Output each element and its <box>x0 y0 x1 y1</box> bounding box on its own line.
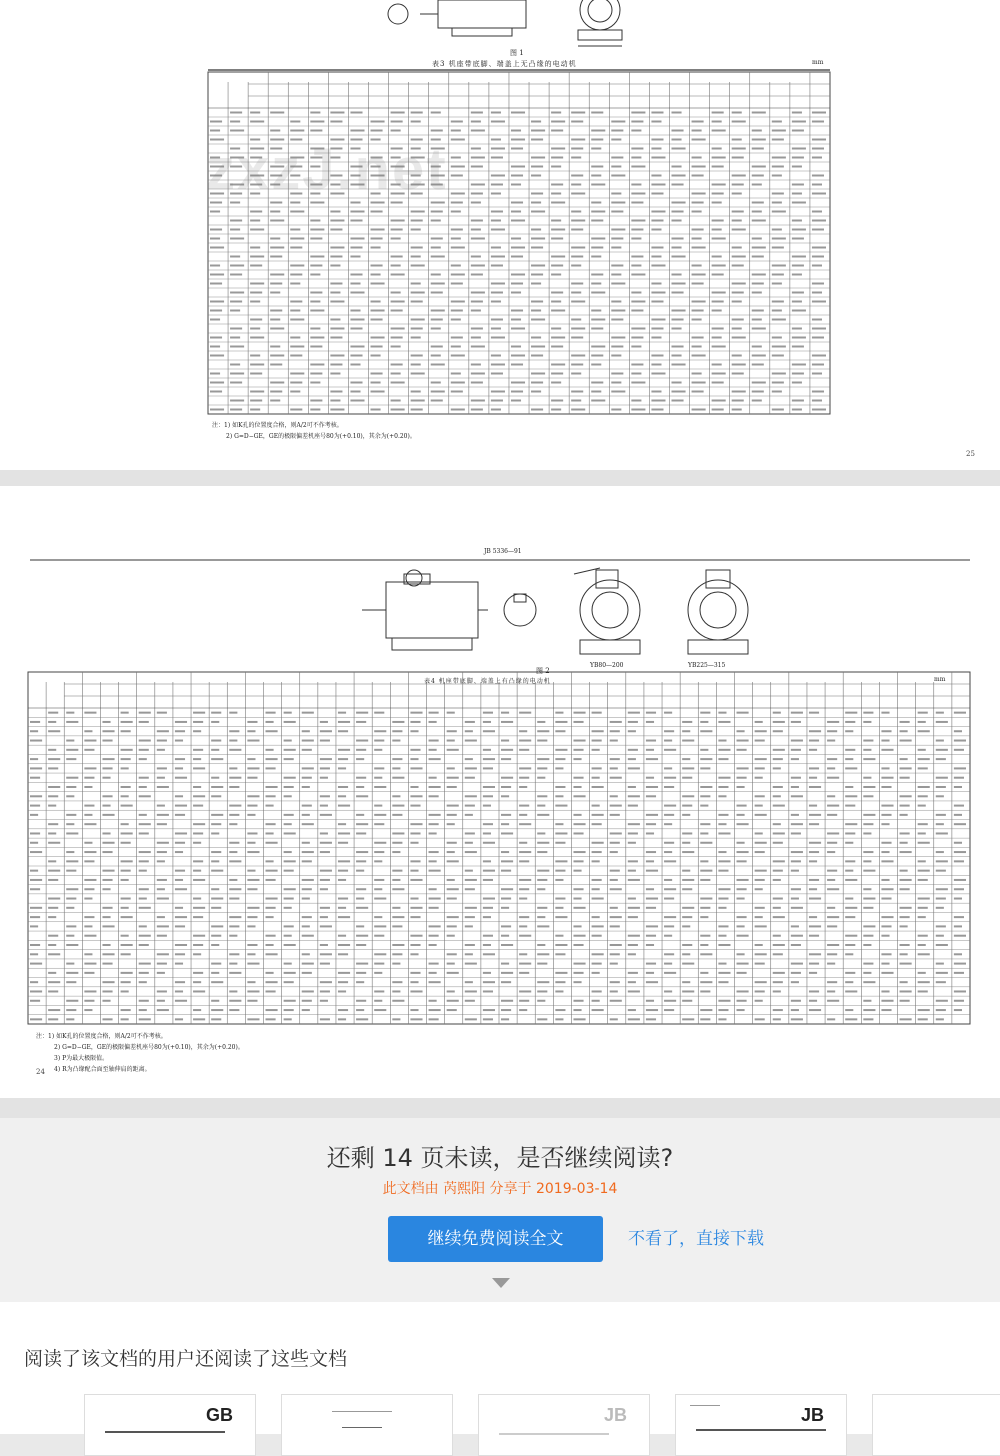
related-document-thumb[interactable] <box>675 1394 847 1456</box>
motor-drawing <box>388 0 622 46</box>
standard-badge: JB <box>800 1405 824 1425</box>
page-separator <box>0 470 1000 486</box>
related-document-thumb[interactable] <box>478 1394 650 1456</box>
related-document-thumb[interactable] <box>872 1394 1000 1456</box>
remaining-pages-text: 还剩 14 页未读，是否继续阅读? <box>326 1144 674 1172</box>
page-number: 25 <box>966 450 975 458</box>
motor-drawing <box>362 568 748 654</box>
standard-badge: JB <box>603 1405 627 1425</box>
expand-arrow-icon[interactable] <box>492 1278 510 1288</box>
related-documents-title: 阅读了该文档的用户还阅读了这些文档 <box>24 1348 348 1370</box>
document-page-24: JB 5336—91 图 2 YB80—200 YB225—315 表4 机座带底脚、端盖上有凸缘的电动机 mm 注：1) 如K孔的位置度合格，则A/2可不作考核。 2) G=D−GE，GE的极限偏差机座号80为(+0.10)，其余为(+0.20)。 3) P为最大极限值。 4) R为凸缘配合面至轴伸肩的距离。 24 <box>0 486 1000 1098</box>
continue-reading-panel <box>0 1118 1000 1302</box>
related-document-thumb[interactable] <box>281 1394 453 1456</box>
related-documents-section <box>0 1302 1000 1434</box>
share-info-text: 此文档由 芮熙阳 分享于 2019-03-14 <box>382 1181 618 1197</box>
related-document-thumb[interactable] <box>84 1394 256 1456</box>
document-page-25: 图 1 表3 机座带底脚、端盖上无凸缘的电动机 mm 注：1) 如K孔的位置度合格，则A/2可不作考核。 2) G=D−GE，GE的极限偏差机座号80为(+0.10)，其余为(+0.20)。 zxzJ.net 25 <box>0 0 1000 470</box>
scanned-table-page <box>0 486 1000 1098</box>
page-separator <box>0 1098 1000 1118</box>
page-number: 24 <box>36 1068 45 1076</box>
read-full-button[interactable]: 继续免费阅读全文 <box>388 1216 603 1262</box>
download-link[interactable]: 不看了，直接下载 <box>628 1229 764 1249</box>
standard-badge: GB <box>206 1405 233 1425</box>
scanned-table-page <box>0 0 1000 470</box>
watermark: zxzJ.net <box>206 137 448 202</box>
